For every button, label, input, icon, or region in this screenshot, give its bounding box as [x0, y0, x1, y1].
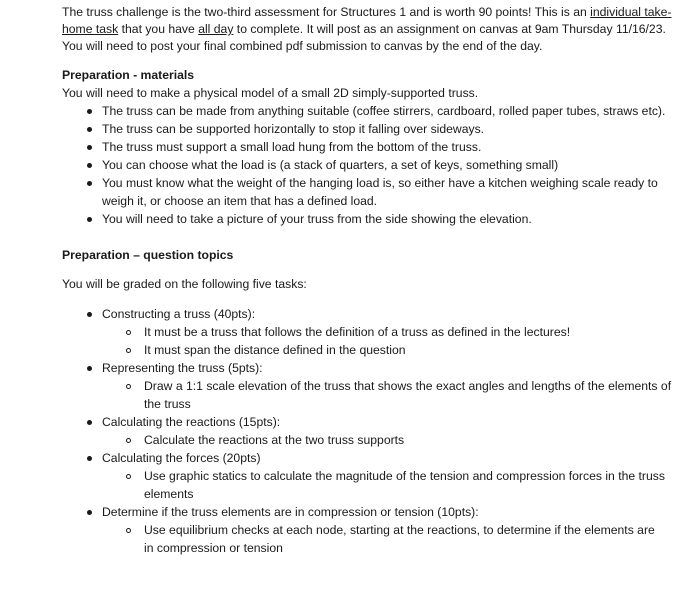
- intro-line-1: [62, 3, 671, 21]
- task-sub-item: Draw a 1:1 scale elevation of the truss that shows the exact angles and lengths of the elements of: [144, 379, 672, 393]
- materials-item: The truss can be supported horizontally to stop it falling over sideways.: [102, 122, 485, 136]
- task-sub-item-continued: in compression or tension: [144, 541, 283, 555]
- task-title: Constructing a truss (40pts):: [102, 307, 256, 321]
- materials-heading: Preparation - materials: [62, 68, 195, 82]
- materials-item: You must know what the weight of the hanging load is, so either have a kitchen weighing scale ready to: [102, 176, 658, 190]
- task-sub-item: Use graphic statics to calculate the magnitude of the tension and compression forces in the truss: [144, 469, 665, 483]
- bullet-icon: [87, 312, 92, 317]
- bullet-icon: [87, 145, 92, 150]
- bullet-icon: [87, 127, 92, 132]
- task-sub-item: It must span the distance defined in the question: [144, 343, 406, 357]
- topics-heading: Preparation – question topics: [62, 248, 234, 262]
- materials-item-continued: weigh it, or choose an item that has a defined load.: [102, 194, 378, 208]
- task-sub-item: Use equilibrium checks at each node, starting at the reactions, to determine if the elements are: [144, 523, 655, 537]
- sub-bullet-icon: [126, 348, 131, 353]
- task-sub-item-continued: the truss: [144, 397, 191, 411]
- bullet-icon: [87, 217, 92, 222]
- bullet-icon: [87, 510, 92, 515]
- topics-lead: You will be graded on the following five tasks:: [62, 277, 307, 291]
- bullet-icon: [87, 420, 92, 425]
- task-sub-item: Calculate the reactions at the two truss supports: [144, 433, 405, 447]
- materials-item: You will need to take a picture of your truss from the side showing the elevation.: [102, 212, 532, 226]
- task-sub-item-continued: elements: [144, 487, 194, 501]
- intro-text: to complete. It will post as an assignment on canvas at 9am Thursday 11/16/23.: [233, 22, 666, 36]
- intro-line-3: You will need to post your final combined pdf submission to canvas by the end of the day.: [62, 39, 543, 53]
- task-title: Calculating the forces (20pts): [102, 451, 261, 465]
- materials-lead: You will need to make a physical model of a small 2D simply-supported truss.: [62, 86, 479, 100]
- materials-item: You can choose what the load is (a stack of quarters, a set of keys, something small): [102, 158, 559, 172]
- bullet-icon: [87, 163, 92, 168]
- bullet-icon: [87, 366, 92, 371]
- sub-bullet-icon: [126, 474, 131, 479]
- task-title: Calculating the reactions (15pts):: [102, 415, 281, 429]
- materials-item: The truss must support a small load hung from the bottom of the truss.: [102, 140, 482, 154]
- bullet-icon: [87, 109, 92, 114]
- sub-bullet-icon: [126, 528, 131, 533]
- intro-underlined-text: individual take-: [590, 5, 672, 19]
- intro-underlined-text: home task: [62, 22, 119, 36]
- task-title: Determine if the truss elements are in compression or tension (10pts):: [102, 505, 479, 519]
- intro-text: that you have: [118, 22, 199, 36]
- sub-bullet-icon: [126, 438, 131, 443]
- bullet-icon: [87, 456, 92, 461]
- task-title: Representing the truss (5pts):: [102, 361, 263, 375]
- sub-bullet-icon: [126, 330, 131, 335]
- intro-underlined-text: all day: [198, 22, 234, 36]
- intro-line-2: [62, 20, 666, 38]
- materials-item: The truss can be made from anything suitable (coffee stirrers, cardboard, rolled paper tubes, straws etc).: [102, 104, 666, 118]
- bullet-icon: [87, 181, 92, 186]
- task-sub-item: It must be a truss that follows the definition of a truss as defined in the lectures!: [144, 325, 571, 339]
- intro-text: The truss challenge is the two-third assessment for Structures 1 and is worth 90 points! This is an: [62, 5, 591, 19]
- sub-bullet-icon: [126, 384, 131, 389]
